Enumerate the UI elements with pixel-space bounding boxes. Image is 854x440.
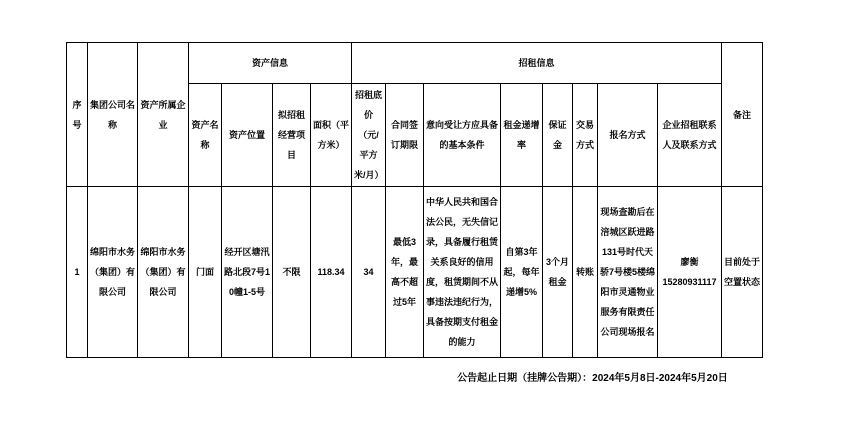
col-header-conditions: 意向受让方应具备的基本条件 (424, 84, 501, 187)
cell-serial: 1 (67, 187, 88, 358)
col-header-contact: 企业招租联系人及联系方式 (658, 84, 722, 187)
col-header-increase-rate: 租金递增率 (501, 84, 543, 187)
col-header-base-price: 招租底价（元/平方米/月） (352, 84, 386, 187)
leasing-table (66, 42, 763, 358)
cell-group-company: 绵阳市水务（集团）有限公司 (88, 187, 138, 358)
cell-asset-enterprise: 绵阳市水务（集团）有限公司 (138, 187, 189, 358)
col-header-group-company: 集团公司名称 (88, 43, 138, 187)
cell-conditions: 中华人民共和国合法公民，无失信记录，具备履行租赁关系良好的信用度，租赁期间不从事违法违纪行为，具备按期支付租金的能力 (424, 187, 501, 358)
col-header-planned-project: 拟招租经营项目 (273, 84, 311, 187)
cell-planned-project: 不限 (273, 187, 311, 358)
col-header-deposit: 保证金 (543, 84, 573, 187)
col-header-registration-method: 报名方式 (598, 84, 658, 187)
col-header-serial: 序号 (67, 43, 88, 187)
cell-remark: 目前处于空置状态 (722, 187, 763, 358)
col-header-area: 面积（平方米） (311, 84, 352, 187)
cell-area: 118.34 (311, 187, 352, 358)
col-header-asset-enterprise: 资产所属企业 (138, 43, 189, 187)
col-header-asset-name: 资产名称 (189, 84, 222, 187)
cell-contract-term: 最低3年，最高不超过5年 (386, 187, 424, 358)
table-data-row (67, 187, 763, 358)
cell-contact (658, 187, 722, 358)
announcement-period-note: 公告起止日期（挂牌公告期）：2024年5月8日-2024年5月20日 (457, 373, 728, 384)
cell-deposit: 3个月租金 (543, 187, 573, 358)
col-header-remark: 备注 (722, 43, 763, 187)
col-header-contract-term: 合同签订期限 (386, 84, 424, 187)
cell-registration-method: 现场查勘后在涪城区跃进路131号时代天骄7号楼5楼绵阳市灵通物业服务有限责任公司现场报名 (598, 187, 658, 358)
table-group-header-row (67, 43, 763, 84)
group-header-leasing-info: 招租信息 (352, 43, 722, 84)
cell-asset-location: 经开区塘汛路北段7号10幢1-5号 (222, 187, 273, 358)
cell-transaction-method: 转账 (573, 187, 598, 358)
group-header-asset-info: 资产信息 (189, 43, 352, 84)
cell-asset-name: 门面 (189, 187, 222, 358)
contact-name: 廖衡 (680, 257, 699, 267)
cell-increase-rate: 自第3年起，每年递增5% (501, 187, 543, 358)
cell-base-price: 34 (352, 187, 386, 358)
col-header-asset-location: 资产位置 (222, 84, 273, 187)
contact-phone: 15280931117 (662, 277, 717, 287)
col-header-transaction-method: 交易方式 (573, 84, 598, 187)
